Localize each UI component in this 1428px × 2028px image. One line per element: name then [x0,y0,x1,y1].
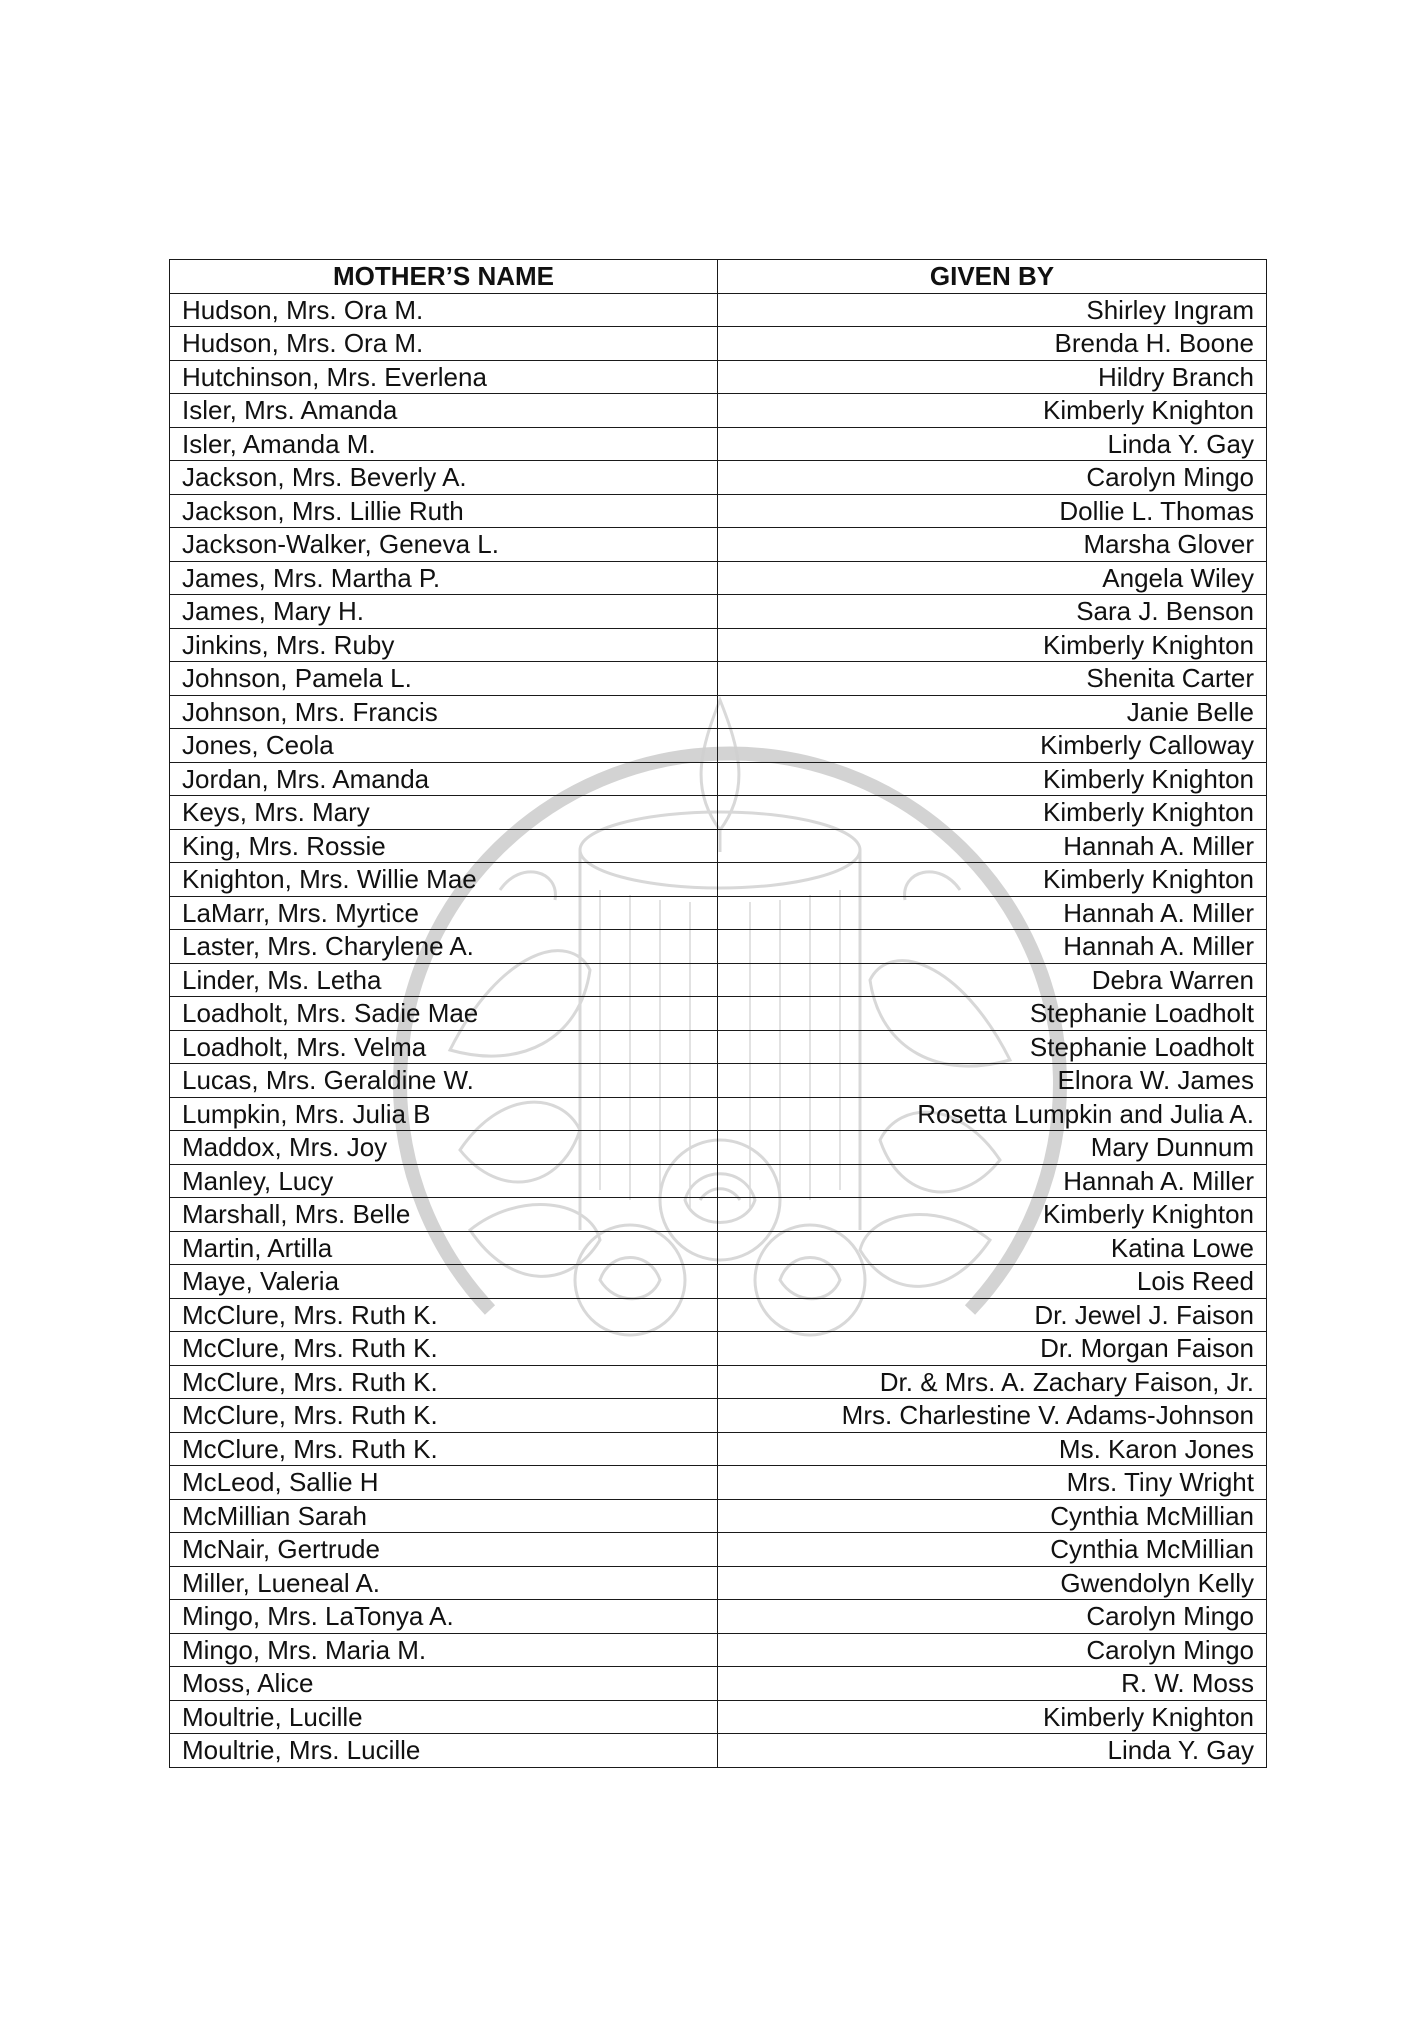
given-by-cell: Katina Lowe [718,1231,1267,1265]
given-by-cell: Kimberly Knighton [718,628,1267,662]
mother-name-cell: Jones, Ceola [170,729,718,763]
table-row [170,293,1267,327]
table-row [170,1432,1267,1466]
mother-name-cell: McMillian Sarah [170,1499,718,1533]
given-by-cell: Marsha Glover [718,528,1267,562]
mother-name-cell: Lumpkin, Mrs. Julia B [170,1097,718,1131]
table-row [170,863,1267,897]
table-row [170,1365,1267,1399]
table-row [170,528,1267,562]
given-by-cell: Kimberly Knighton [718,1700,1267,1734]
table-row [170,1466,1267,1500]
table-row [170,896,1267,930]
given-by-cell: Cynthia McMillian [718,1533,1267,1567]
table-row [170,1667,1267,1701]
given-by-cell: Gwendolyn Kelly [718,1566,1267,1600]
given-by-cell: Carolyn Mingo [718,1633,1267,1667]
table-row [170,762,1267,796]
mother-name-cell: Keys, Mrs. Mary [170,796,718,830]
table-row [170,1499,1267,1533]
mother-name-cell: McClure, Mrs. Ruth K. [170,1432,718,1466]
mother-name-cell: McClure, Mrs. Ruth K. [170,1399,718,1433]
mother-name-cell: Moss, Alice [170,1667,718,1701]
table-row [170,963,1267,997]
mother-name-cell: McNair, Gertrude [170,1533,718,1567]
table-row [170,1533,1267,1567]
given-by-cell: Lois Reed [718,1265,1267,1299]
table-row [170,829,1267,863]
given-by-cell: Carolyn Mingo [718,461,1267,495]
mother-name-cell: James, Mrs. Martha P. [170,561,718,595]
given-by-cell: Carolyn Mingo [718,1600,1267,1634]
mother-name-cell: McClure, Mrs. Ruth K. [170,1298,718,1332]
table-row [170,1600,1267,1634]
given-by-cell: Brenda H. Boone [718,327,1267,361]
mother-name-cell: Loadholt, Mrs. Sadie Mae [170,997,718,1031]
given-by-cell: Dr. Jewel J. Faison [718,1298,1267,1332]
mother-name-cell: Jackson, Mrs. Beverly A. [170,461,718,495]
table-row [170,1332,1267,1366]
table-row [170,461,1267,495]
table-row [170,1700,1267,1734]
table-row [170,662,1267,696]
given-by-cell: Shirley Ingram [718,293,1267,327]
table-row [170,327,1267,361]
mother-name-cell: McLeod, Sallie H [170,1466,718,1500]
memorial-list-table [169,259,1267,1768]
mother-name-cell: Laster, Mrs. Charylene A. [170,930,718,964]
mother-name-cell: Isler, Amanda M. [170,427,718,461]
table-row [170,1064,1267,1098]
given-by-cell: Stephanie Loadholt [718,997,1267,1031]
mother-name-cell: Jackson, Mrs. Lillie Ruth [170,494,718,528]
table-row [170,1030,1267,1064]
mother-name-cell: Hudson, Mrs. Ora M. [170,293,718,327]
table-row [170,1131,1267,1165]
table-row [170,1231,1267,1265]
given-by-cell: Kimberly Knighton [718,796,1267,830]
given-by-cell: Rosetta Lumpkin and Julia A. [718,1097,1267,1131]
table-row [170,561,1267,595]
given-by-cell: Dollie L. Thomas [718,494,1267,528]
table-row [170,1566,1267,1600]
mother-name-cell: Hudson, Mrs. Ora M. [170,327,718,361]
given-by-cell: Angela Wiley [718,561,1267,595]
table-row [170,1399,1267,1433]
given-by-cell: Dr. & Mrs. A. Zachary Faison, Jr. [718,1365,1267,1399]
table-row [170,360,1267,394]
table-row [170,595,1267,629]
given-by-cell: Kimberly Knighton [718,394,1267,428]
given-by-cell: Shenita Carter [718,662,1267,696]
mother-name-cell: Maye, Valeria [170,1265,718,1299]
mother-name-cell: Manley, Lucy [170,1164,718,1198]
mother-name-cell: Miller, Lueneal A. [170,1566,718,1600]
mother-name-cell: Jordan, Mrs. Amanda [170,762,718,796]
given-by-cell: Kimberly Knighton [718,1198,1267,1232]
given-by-cell: Linda Y. Gay [718,1734,1267,1768]
mother-name-cell: King, Mrs. Rossie [170,829,718,863]
table-row [170,1265,1267,1299]
table-body [170,293,1267,1767]
mother-name-cell: Moultrie, Mrs. Lucille [170,1734,718,1768]
mother-name-cell: LaMarr, Mrs. Myrtice [170,896,718,930]
table-row [170,494,1267,528]
given-by-cell: Mrs. Charlestine V. Adams-Johnson [718,1399,1267,1433]
mother-name-cell: Moultrie, Lucille [170,1700,718,1734]
given-by-cell: Cynthia McMillian [718,1499,1267,1533]
mother-name-cell: Mingo, Mrs. LaTonya A. [170,1600,718,1634]
given-by-cell: Debra Warren [718,963,1267,997]
mother-name-cell: Martin, Artilla [170,1231,718,1265]
table-row [170,1633,1267,1667]
mother-name-cell: Johnson, Mrs. Francis [170,695,718,729]
table-row [170,729,1267,763]
table-header-row [170,260,1267,294]
given-by-cell: Elnora W. James [718,1064,1267,1098]
given-by-cell: Hannah A. Miller [718,896,1267,930]
mother-name-cell: Isler, Mrs. Amanda [170,394,718,428]
mother-name-cell: Linder, Ms. Letha [170,963,718,997]
table-row [170,997,1267,1031]
table-row [170,1198,1267,1232]
given-by-cell: Hannah A. Miller [718,930,1267,964]
given-by-cell: Mary Dunnum [718,1131,1267,1165]
mother-name-cell: Lucas, Mrs. Geraldine W. [170,1064,718,1098]
table-row [170,628,1267,662]
given-by-cell: Stephanie Loadholt [718,1030,1267,1064]
given-by-cell: Sara J. Benson [718,595,1267,629]
given-by-cell: Kimberly Knighton [718,762,1267,796]
mother-name-cell: Marshall, Mrs. Belle [170,1198,718,1232]
table-row [170,394,1267,428]
table-row [170,1097,1267,1131]
mother-name-cell: McClure, Mrs. Ruth K. [170,1332,718,1366]
mother-name-cell: Mingo, Mrs. Maria M. [170,1633,718,1667]
mother-name-cell: James, Mary H. [170,595,718,629]
mother-name-cell: Jinkins, Mrs. Ruby [170,628,718,662]
mother-name-cell: McClure, Mrs. Ruth K. [170,1365,718,1399]
table-row [170,427,1267,461]
mother-name-cell: Hutchinson, Mrs. Everlena [170,360,718,394]
mother-name-cell: Maddox, Mrs. Joy [170,1131,718,1165]
mother-name-cell: Jackson-Walker, Geneva L. [170,528,718,562]
given-by-cell: Hannah A. Miller [718,1164,1267,1198]
mother-name-cell: Knighton, Mrs. Willie Mae [170,863,718,897]
given-by-cell: Hannah A. Miller [718,829,1267,863]
given-by-cell: Dr. Morgan Faison [718,1332,1267,1366]
table-row [170,695,1267,729]
given-by-cell: Ms. Karon Jones [718,1432,1267,1466]
given-by-cell: Janie Belle [718,695,1267,729]
table-row [170,796,1267,830]
given-by-cell: Linda Y. Gay [718,427,1267,461]
table-row [170,1164,1267,1198]
mother-name-cell: Johnson, Pamela L. [170,662,718,696]
mothers-name-header: MOTHER’S NAME [170,260,718,294]
table-row [170,930,1267,964]
mother-name-cell: Loadholt, Mrs. Velma [170,1030,718,1064]
table-row [170,1734,1267,1768]
table-row [170,1298,1267,1332]
given-by-cell: Kimberly Calloway [718,729,1267,763]
given-by-cell: Kimberly Knighton [718,863,1267,897]
given-by-cell: Hildry Branch [718,360,1267,394]
given-by-cell: Mrs. Tiny Wright [718,1466,1267,1500]
given-by-cell: R. W. Moss [718,1667,1267,1701]
given-by-header: GIVEN BY [718,260,1267,294]
